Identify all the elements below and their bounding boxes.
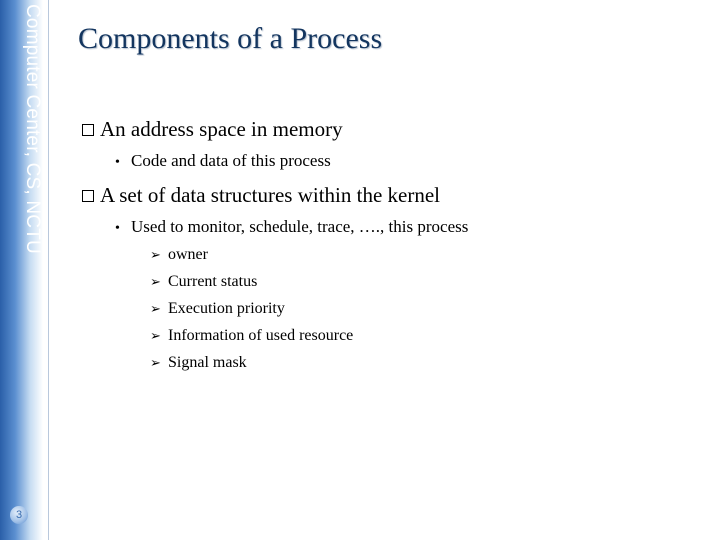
page-number: 3 bbox=[10, 506, 28, 524]
sidebar-divider bbox=[48, 0, 49, 540]
slide-title: Components of a Process bbox=[78, 22, 383, 55]
checkbox-bullet-icon bbox=[82, 124, 94, 136]
list-item bbox=[150, 300, 285, 318]
sub-bullet-2-1-text: Used to monitor, schedule, trace, …., this process bbox=[131, 217, 469, 236]
arrow-bullet-icon: ➢ bbox=[150, 274, 161, 289]
list-item bbox=[150, 354, 247, 372]
list-item-text: owner bbox=[168, 246, 208, 263]
bullet-1-text: An address space in memory bbox=[100, 117, 343, 141]
dot-bullet-icon: • bbox=[115, 221, 120, 236]
bullet-1 bbox=[82, 117, 343, 142]
arrow-bullet-icon: ➢ bbox=[150, 301, 161, 316]
list-item-text: Information of used resource bbox=[168, 327, 354, 344]
dot-bullet-icon: • bbox=[115, 155, 120, 170]
sub-bullet-2-1 bbox=[115, 217, 468, 237]
list-item bbox=[150, 246, 208, 264]
bullet-2 bbox=[82, 183, 440, 208]
list-item-text: Execution priority bbox=[168, 300, 285, 317]
arrow-bullet-icon: ➢ bbox=[150, 247, 161, 262]
list-item bbox=[150, 327, 353, 345]
sidebar-label: Computer Center, CS, NCTU bbox=[22, 4, 43, 254]
arrow-bullet-icon: ➢ bbox=[150, 355, 161, 370]
sub-bullet-1-1-text: Code and data of this process bbox=[131, 151, 331, 170]
list-item-text: Current status bbox=[168, 273, 258, 290]
list-item bbox=[150, 273, 257, 291]
sub-bullet-1-1 bbox=[115, 151, 331, 171]
list-item-text: Signal mask bbox=[168, 354, 247, 371]
bullet-2-text: A set of data structures within the kernel bbox=[100, 183, 440, 207]
checkbox-bullet-icon bbox=[82, 190, 94, 202]
arrow-bullet-icon: ➢ bbox=[150, 328, 161, 343]
